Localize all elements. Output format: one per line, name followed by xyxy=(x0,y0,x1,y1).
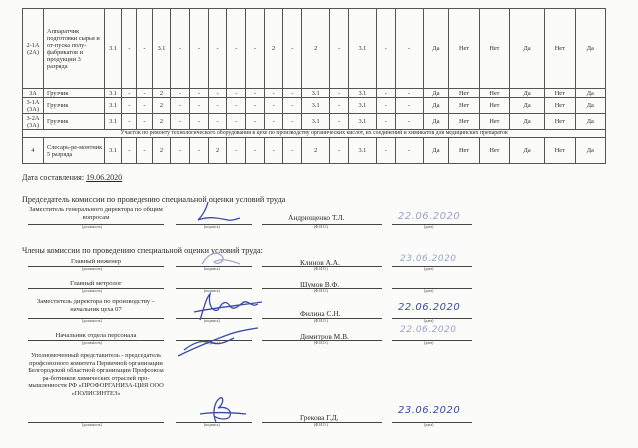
table-cell: Нет xyxy=(479,138,509,164)
table-cell: - xyxy=(137,9,152,89)
signature-5 xyxy=(190,394,250,426)
table-cell: 3.1 xyxy=(104,138,122,164)
section-heading-row xyxy=(23,130,606,138)
table-cell: - xyxy=(283,89,302,98)
table-cell: 3.1 xyxy=(104,98,122,114)
table-cell: - xyxy=(190,138,209,164)
table-cell: - xyxy=(122,89,137,98)
table-cell: Нет xyxy=(449,89,479,98)
row-id: 3-1А (3А) xyxy=(23,98,44,114)
table-cell: Нет xyxy=(545,9,575,89)
table-cell: Да xyxy=(423,98,449,114)
table-cell: Нет xyxy=(449,138,479,164)
caption-date: (дата) xyxy=(424,225,434,229)
signer-name: Филина С.Н. xyxy=(300,309,341,318)
table-row xyxy=(23,138,606,164)
table-cell: - xyxy=(330,138,349,164)
handwritten-date: 22.06.2020 xyxy=(400,325,457,335)
table-cell: - xyxy=(227,89,246,98)
table-cell: - xyxy=(376,9,395,89)
table-cell: 3.1 xyxy=(104,114,122,130)
table-cell: - xyxy=(227,138,246,164)
table-cell: 2 xyxy=(152,114,171,130)
table-cell: Нет xyxy=(449,9,479,89)
table-cell: 3.1 xyxy=(348,98,376,114)
caption-fio: (Ф.И.О.) xyxy=(314,423,328,427)
table-cell: - xyxy=(264,89,283,98)
handwritten-date: 22.06.2020 xyxy=(398,211,461,222)
caption-signature: (подпись) xyxy=(204,319,220,323)
table-cell: - xyxy=(171,138,190,164)
row-work: Грузчик xyxy=(44,89,105,98)
row-id: 3А xyxy=(23,89,44,98)
signer-name: Клинов А.А. xyxy=(300,258,340,267)
table-cell: - xyxy=(122,98,137,114)
section-heading: Участок по ремонту технологического оборудования в цехе по производству органических кислот, их соединений и химикатов для медицинских препаратов xyxy=(23,130,606,138)
caption-date: (дата) xyxy=(424,289,434,293)
caption-fio: (Ф.И.О.) xyxy=(314,289,328,293)
table-cell: - xyxy=(376,89,395,98)
table-cell: 2 xyxy=(152,98,171,114)
table-cell: Нет xyxy=(449,114,479,130)
handwritten-date: 22.06.2020 xyxy=(398,302,461,313)
signature-1 xyxy=(188,198,248,226)
table-cell: 2 xyxy=(302,138,330,164)
table-cell: 2 xyxy=(264,9,283,89)
row-id: 4 xyxy=(23,138,44,164)
table-cell: - xyxy=(137,138,152,164)
signer-position: Заместитель директора по производству – начальник цеха 07 xyxy=(37,298,155,313)
chair-heading: Председатель комиссии по проведению специальной оценки условий труда xyxy=(22,195,286,204)
table-cell: Нет xyxy=(545,89,575,98)
table-cell: - xyxy=(246,138,265,164)
table-cell: Да xyxy=(575,138,606,164)
table-cell: 3.1 xyxy=(302,98,330,114)
signer-name: Димитров М.В. xyxy=(300,332,349,341)
table-cell: Да xyxy=(510,138,545,164)
table-cell: 2 xyxy=(152,89,171,98)
table-cell: - xyxy=(264,98,283,114)
table-cell: 3.1 xyxy=(104,89,122,98)
signer-position: Уполномоченный представитель - председатель профсоюзного комитета Первичной организации Белгородской областной организации Профсоюза ра-ботников химических отраслей про-мышленности РФ «ПРОФОРГАНИЗА-ЦИЯ ООО «ПОЛИСИНТЕЗ» xyxy=(28,352,164,397)
table-cell: - xyxy=(283,9,302,89)
table-cell: - xyxy=(208,114,227,130)
table-cell: - xyxy=(227,98,246,114)
row-id: 2-1А (2А) xyxy=(23,9,44,89)
table-cell: - xyxy=(227,114,246,130)
table-cell: Да xyxy=(575,89,606,98)
caption-fio: (Ф.И.О.) xyxy=(314,341,328,345)
handwritten-date: 23.06.2020 xyxy=(400,254,457,264)
table-cell: Нет xyxy=(545,98,575,114)
table-cell: Нет xyxy=(545,114,575,130)
table-cell: Нет xyxy=(545,138,575,164)
table-row xyxy=(23,89,606,98)
table-cell: - xyxy=(395,138,423,164)
table-cell: 3.1 xyxy=(302,114,330,130)
table-cell: - xyxy=(330,114,349,130)
table-cell: - xyxy=(227,9,246,89)
table-cell: Нет xyxy=(479,98,509,114)
caption-signature: (подпись) xyxy=(204,225,220,229)
table-cell: 3.1 xyxy=(348,138,376,164)
table-cell: 3.1 xyxy=(104,9,122,89)
caption-fio: (Ф.И.О.) xyxy=(314,225,328,229)
caption-position: (должность) xyxy=(82,225,102,229)
row-work: Аппаратчик подготовки сырья и от-пуска полу-фабрикатов и продукции 3 разряда xyxy=(44,9,105,89)
table-cell: - xyxy=(171,114,190,130)
table-cell: - xyxy=(246,9,265,89)
signature-2 xyxy=(196,246,246,270)
table-cell: - xyxy=(376,114,395,130)
date-value: 19.06.2020 xyxy=(86,173,123,182)
caption-date: (дата) xyxy=(424,341,434,345)
signer-position: Главный метролог xyxy=(70,280,122,287)
caption-position: (должность) xyxy=(82,289,102,293)
table-row xyxy=(23,114,606,130)
caption-fio: (Ф.И.О.) xyxy=(314,319,328,323)
signature-4 xyxy=(174,326,264,360)
signature-3 xyxy=(186,290,266,324)
caption-fio: (Ф.И.О.) xyxy=(314,267,328,271)
table-cell: - xyxy=(264,114,283,130)
table-cell: Да xyxy=(423,89,449,98)
table-cell: - xyxy=(190,98,209,114)
table-cell: - xyxy=(264,138,283,164)
table-cell: - xyxy=(395,114,423,130)
table-cell: - xyxy=(171,89,190,98)
table-cell: - xyxy=(137,89,152,98)
table-cell: Да xyxy=(423,138,449,164)
table-cell: 3.1 xyxy=(348,89,376,98)
members-heading: Члены комиссии по проведению специальной оценки условий труда: xyxy=(22,246,263,255)
table-cell: Да xyxy=(510,9,545,89)
table-cell: - xyxy=(246,114,265,130)
table-cell: 2 xyxy=(152,138,171,164)
signer-name: Андрющенко Т.Л. xyxy=(288,213,345,222)
table-cell: Да xyxy=(575,98,606,114)
table-cell: Нет xyxy=(449,98,479,114)
table-cell: Нет xyxy=(479,114,509,130)
table-cell: - xyxy=(246,98,265,114)
table-row xyxy=(23,9,606,89)
table-cell: Да xyxy=(575,9,606,89)
caption-signature: (подпись) xyxy=(204,341,220,345)
table-cell: - xyxy=(190,89,209,98)
caption-date: (дата) xyxy=(424,319,434,323)
caption-position: (должность) xyxy=(82,423,102,427)
table-cell: - xyxy=(283,114,302,130)
table-cell: Да xyxy=(423,114,449,130)
table-cell: - xyxy=(246,89,265,98)
table-cell: 3.1 xyxy=(348,114,376,130)
table-cell: Да xyxy=(510,114,545,130)
table-cell: - xyxy=(122,114,137,130)
table-cell: - xyxy=(395,89,423,98)
table-cell: - xyxy=(283,138,302,164)
table-cell: Нет xyxy=(479,89,509,98)
table-cell: - xyxy=(208,9,227,89)
table-cell: - xyxy=(122,138,137,164)
date-label: Дата составления: xyxy=(22,173,85,182)
row-work: Грузчик xyxy=(44,98,105,114)
table-cell: - xyxy=(395,98,423,114)
table-cell: - xyxy=(122,9,137,89)
table-cell: 3.1 xyxy=(152,9,171,89)
signer-position: Главный инженер xyxy=(71,258,121,265)
table-cell: - xyxy=(208,89,227,98)
row-work: Грузчик xyxy=(44,114,105,130)
date-line xyxy=(22,173,122,182)
assessment-table xyxy=(22,8,606,164)
table-cell: - xyxy=(330,89,349,98)
caption-date: (дата) xyxy=(424,423,434,427)
caption-signature: (подпись) xyxy=(204,267,220,271)
table-cell: - xyxy=(137,98,152,114)
caption-signature: (подпись) xyxy=(204,289,220,293)
caption-position: (должность) xyxy=(82,267,102,271)
caption-position: (должность) xyxy=(82,341,102,345)
signer-name: Грекова Г.Д. xyxy=(300,413,339,422)
table-cell: 2 xyxy=(208,138,227,164)
table-cell: - xyxy=(171,98,190,114)
signer-position: Начальник отдела персонала xyxy=(55,332,137,339)
table-cell: - xyxy=(330,9,349,89)
row-id: 3-2А (3А) xyxy=(23,114,44,130)
signer-position: Заместитель генерального директора по общим вопросам xyxy=(29,206,163,221)
table-cell: - xyxy=(283,98,302,114)
table-cell: - xyxy=(395,9,423,89)
table-cell: Да xyxy=(510,89,545,98)
table-cell: - xyxy=(376,138,395,164)
table-cell: - xyxy=(376,98,395,114)
table-row xyxy=(23,98,606,114)
table-cell: - xyxy=(330,98,349,114)
table-cell: Да xyxy=(423,9,449,89)
table-cell: Нет xyxy=(479,9,509,89)
table-cell: Да xyxy=(510,98,545,114)
caption-date: (дата) xyxy=(424,267,434,271)
table-cell: 2 xyxy=(302,9,330,89)
table-cell: - xyxy=(208,98,227,114)
table-cell: - xyxy=(190,114,209,130)
table-cell: 3.1 xyxy=(348,9,376,89)
table-cell: - xyxy=(190,9,209,89)
handwritten-date: 23.06.2020 xyxy=(398,405,461,416)
row-work: Слесарь-ре-монтник 5 разряда xyxy=(44,138,105,164)
signer-name: Шумов В.Ф. xyxy=(300,280,340,289)
caption-signature: (подпись) xyxy=(204,423,220,427)
table-cell: - xyxy=(137,114,152,130)
table-cell: 3.1 xyxy=(302,89,330,98)
caption-position: (должность) xyxy=(82,319,102,323)
table-cell: Да xyxy=(575,114,606,130)
table-cell: - xyxy=(171,9,190,89)
